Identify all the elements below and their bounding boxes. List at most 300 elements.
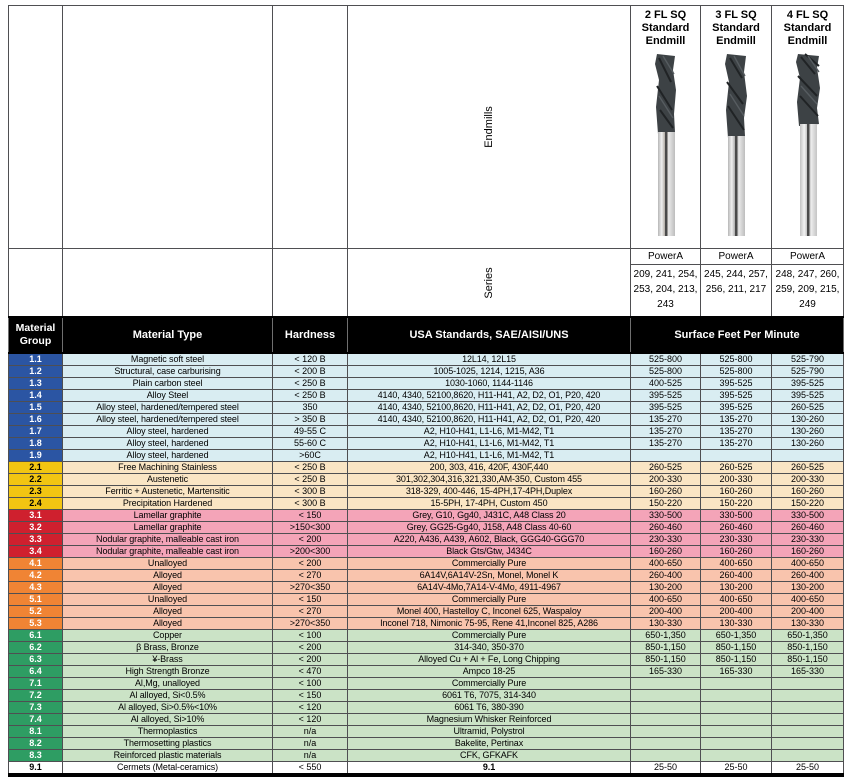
sfm-2fl-cell: 165-330 bbox=[631, 666, 701, 678]
brand-3fl: PowerA bbox=[701, 249, 771, 265]
material-group-cell: 4.3 bbox=[9, 582, 63, 594]
material-group-cell: 8.1 bbox=[9, 726, 63, 738]
sfm-2fl-cell: 135-270 bbox=[631, 414, 701, 426]
sfm-2fl-cell: 525-800 bbox=[631, 353, 701, 366]
material-type-cell: Plain carbon steel bbox=[63, 378, 273, 390]
table-row bbox=[9, 546, 844, 558]
sfm-4fl-cell: 160-260 bbox=[772, 546, 844, 558]
material-group-cell: 1.8 bbox=[9, 438, 63, 450]
material-group-cell: 6.3 bbox=[9, 654, 63, 666]
series-numbers-4fl: 248, 247, 260, 259, 209, 215, 249 bbox=[775, 269, 840, 310]
material-group-cell: 3.4 bbox=[9, 546, 63, 558]
material-group-cell: 4.2 bbox=[9, 570, 63, 582]
table-row bbox=[9, 486, 844, 498]
sfm-2fl-cell: 400-650 bbox=[631, 594, 701, 606]
material-type-cell: Cermets (Metal-ceramics) bbox=[63, 762, 273, 776]
standards-cell: CFK, GFKAFK bbox=[348, 750, 631, 762]
hardness-cell: < 470 bbox=[273, 666, 348, 678]
standards-cell: 200, 303, 416, 420F, 430F,440 bbox=[348, 462, 631, 474]
sfm-3fl-cell bbox=[701, 750, 772, 762]
material-group-cell: 2.4 bbox=[9, 498, 63, 510]
sfm-3fl-cell: 525-800 bbox=[701, 353, 772, 366]
table-row bbox=[9, 522, 844, 534]
standards-cell: 1005-1025, 1214, 1215, A36 bbox=[348, 366, 631, 378]
sfm-3fl-cell: 200-330 bbox=[701, 474, 772, 486]
standards-cell: Inconel 718, Nimonic 75-95, Rene 41,Inconel 825, A286 bbox=[348, 618, 631, 630]
material-type-cell: Free Machining Stainless bbox=[63, 462, 273, 474]
material-type-cell: Alloy steel, hardened/tempered steel bbox=[63, 402, 273, 414]
sfm-2fl-cell: 135-270 bbox=[631, 438, 701, 450]
sfm-4fl-cell: 650-1,350 bbox=[772, 630, 844, 642]
standards-cell: 314-340, 350-370 bbox=[348, 642, 631, 654]
sfm-2fl-cell bbox=[631, 750, 701, 762]
table-row bbox=[9, 402, 844, 414]
endmill-header-row bbox=[9, 6, 844, 249]
hardness-cell: < 120 bbox=[273, 702, 348, 714]
sfm-3fl-cell: 260-400 bbox=[701, 570, 772, 582]
table-row bbox=[9, 353, 844, 366]
catalog-sheet bbox=[8, 5, 841, 777]
sfm-4fl-cell: 165-330 bbox=[772, 666, 844, 678]
material-group-cell: 1.3 bbox=[9, 378, 63, 390]
endmill-speeds-table bbox=[8, 5, 844, 777]
standards-cell: Bakelite, Pertinax bbox=[348, 738, 631, 750]
hardness-cell: < 200 bbox=[273, 654, 348, 666]
material-type-cell: Ferritic + Austenetic, Martensitic bbox=[63, 486, 273, 498]
standards-cell: Grey, GG25-Gg40, J158, A48 Class 40-60 bbox=[348, 522, 631, 534]
standards-cell: Black Gts/Gtw, J434C bbox=[348, 546, 631, 558]
empty-cell bbox=[63, 6, 273, 249]
sfm-2fl-cell bbox=[631, 690, 701, 702]
standards-cell: Commercially Pure bbox=[348, 594, 631, 606]
material-group-cell: 6.4 bbox=[9, 666, 63, 678]
hardness-cell: < 100 bbox=[273, 678, 348, 690]
material-group-cell: 4.1 bbox=[9, 558, 63, 570]
sfm-4fl-cell bbox=[772, 714, 844, 726]
hardness-cell: < 200 bbox=[273, 534, 348, 546]
sfm-2fl-cell: 330-500 bbox=[631, 510, 701, 522]
standards-cell: Commercially Pure bbox=[348, 558, 631, 570]
sfm-4fl-cell bbox=[772, 702, 844, 714]
standards-cell: Magnesium Whisker Reinforced bbox=[348, 714, 631, 726]
table-row bbox=[9, 666, 844, 678]
material-group-cell: 1.5 bbox=[9, 402, 63, 414]
standards-cell: Grey, G10, Gg40, J431C, A48 Class 20 bbox=[348, 510, 631, 522]
standards-cell: 4140, 4340, 52100,8620, H11-H41, A2, D2, O1, P20, 420 bbox=[348, 390, 631, 402]
standards-cell: A220, A436, A439, A602, Black, GGG40-GGG70 bbox=[348, 534, 631, 546]
table-row bbox=[9, 762, 844, 776]
sfm-3fl-cell: 400-650 bbox=[701, 558, 772, 570]
material-type-cell: Thermosetting plastics bbox=[63, 738, 273, 750]
hardness-cell: < 250 B bbox=[273, 378, 348, 390]
sfm-4fl-cell: 200-400 bbox=[772, 606, 844, 618]
sfm-4fl-cell: 525-790 bbox=[772, 353, 844, 366]
sfm-2fl-cell: 25-50 bbox=[631, 762, 701, 776]
sfm-3fl-cell: 850-1,150 bbox=[701, 654, 772, 666]
standards-cell: Alloyed Cu + Al + Fe, Long Chipping bbox=[348, 654, 631, 666]
table-row bbox=[9, 750, 844, 762]
series-numbers-3fl: 245, 244, 257, 256, 211, 217 bbox=[704, 269, 768, 295]
sfm-4fl-cell: 260-460 bbox=[772, 522, 844, 534]
material-type-cell: Alloy steel, hardened bbox=[63, 426, 273, 438]
standards-cell: 4140, 4340, 52100,8620, H11-H41, A2, D2, O1, P20, 420 bbox=[348, 414, 631, 426]
material-group-cell: 5.1 bbox=[9, 594, 63, 606]
material-group-cell: 7.4 bbox=[9, 714, 63, 726]
standards-cell: 6A14V,6A14V-2Sn, Monel, Monel K bbox=[348, 570, 631, 582]
empty-cell bbox=[9, 249, 63, 318]
material-group-cell: 5.2 bbox=[9, 606, 63, 618]
material-type-cell: Lamellar graphite bbox=[63, 510, 273, 522]
material-type-cell: Alloyed bbox=[63, 618, 273, 630]
table-row bbox=[9, 630, 844, 642]
table-row bbox=[9, 714, 844, 726]
material-type-cell: Alloy Steel bbox=[63, 390, 273, 402]
table-row bbox=[9, 378, 844, 390]
standards-cell: 301,302,304,316,321,330,AM-350, Custom 455 bbox=[348, 474, 631, 486]
sfm-3fl-cell bbox=[701, 678, 772, 690]
hardness-cell: < 300 B bbox=[273, 486, 348, 498]
sfm-2fl-cell: 135-270 bbox=[631, 426, 701, 438]
sfm-3fl-cell: 135-270 bbox=[701, 438, 772, 450]
series-numbers-2fl: 209, 241, 254, 253, 204, 213, 243 bbox=[633, 269, 698, 310]
sfm-3fl-cell: 135-270 bbox=[701, 426, 772, 438]
material-type-cell: Alloyed bbox=[63, 582, 273, 594]
sfm-4fl-cell: 160-260 bbox=[772, 486, 844, 498]
sfm-4fl-cell: 130-260 bbox=[772, 426, 844, 438]
material-group-cell: 1.2 bbox=[9, 366, 63, 378]
sfm-2fl-cell bbox=[631, 714, 701, 726]
series-3fl-cell bbox=[701, 249, 772, 318]
standards-cell: 1030-1060, 1144-1146 bbox=[348, 378, 631, 390]
material-group-cell: 1.6 bbox=[9, 414, 63, 426]
sfm-4fl-cell: 130-200 bbox=[772, 582, 844, 594]
sfm-header: Surface Feet Per Minute bbox=[631, 317, 844, 353]
endmill-4fl-title: 4 FL SQ Standard Endmill bbox=[783, 9, 832, 47]
endmill-3fl-title: 3 FL SQ Standard Endmill bbox=[712, 9, 760, 47]
table-row bbox=[9, 510, 844, 522]
sfm-2fl-cell bbox=[631, 738, 701, 750]
material-group-cell: 8.3 bbox=[9, 750, 63, 762]
series-label: Series bbox=[483, 266, 495, 299]
standards-cell: A2, H10-H41, L1-L6, M1-M42, T1 bbox=[348, 426, 631, 438]
sfm-2fl-cell: 200-400 bbox=[631, 606, 701, 618]
sfm-3fl-cell bbox=[701, 690, 772, 702]
material-type-cell: Alloyed bbox=[63, 570, 273, 582]
table-row bbox=[9, 582, 844, 594]
endmill-2fl-column bbox=[631, 6, 701, 249]
sfm-4fl-cell: 200-330 bbox=[772, 474, 844, 486]
material-type-cell: Magnetic soft steel bbox=[63, 353, 273, 366]
material-group-cell: 3.2 bbox=[9, 522, 63, 534]
hardness-cell: < 150 bbox=[273, 510, 348, 522]
sfm-4fl-cell: 395-525 bbox=[772, 390, 844, 402]
standards-cell: A2, H10-H41, L1-L6, M1-M42, T1 bbox=[348, 438, 631, 450]
table-row bbox=[9, 438, 844, 450]
material-type-cell: Unalloyed bbox=[63, 594, 273, 606]
sfm-3fl-cell: 525-800 bbox=[701, 366, 772, 378]
hardness-cell: >200<300 bbox=[273, 546, 348, 558]
endmill-4fl-column bbox=[772, 6, 844, 249]
table-row bbox=[9, 678, 844, 690]
table-row bbox=[9, 594, 844, 606]
sfm-2fl-cell: 395-525 bbox=[631, 402, 701, 414]
endmills-section-cell bbox=[348, 6, 631, 249]
series-section-cell bbox=[348, 249, 631, 318]
table-row bbox=[9, 618, 844, 630]
material-type-cell: Nodular graphite, malleable cast iron bbox=[63, 546, 273, 558]
table-row bbox=[9, 606, 844, 618]
material-type-cell: Unalloyed bbox=[63, 558, 273, 570]
material-type-header: Material Type bbox=[63, 317, 273, 353]
sfm-2fl-cell bbox=[631, 678, 701, 690]
hardness-cell: > 350 B bbox=[273, 414, 348, 426]
material-rows bbox=[9, 353, 844, 775]
hardness-cell: < 270 bbox=[273, 606, 348, 618]
sfm-4fl-cell bbox=[772, 738, 844, 750]
sfm-2fl-cell: 395-525 bbox=[631, 390, 701, 402]
endmill-2fl-image bbox=[631, 52, 700, 243]
table-row bbox=[9, 570, 844, 582]
endmill-3fl-image bbox=[701, 52, 771, 243]
hardness-cell: < 150 bbox=[273, 594, 348, 606]
hardness-cell: < 100 bbox=[273, 630, 348, 642]
sfm-2fl-cell: 650-1,350 bbox=[631, 630, 701, 642]
material-type-cell: Al,Mg, unalloyed bbox=[63, 678, 273, 690]
standards-cell: Monel 400, Hastelloy C, Inconel 625, Waspaloy bbox=[348, 606, 631, 618]
sfm-3fl-cell: 395-525 bbox=[701, 390, 772, 402]
hardness-cell: 350 bbox=[273, 402, 348, 414]
sfm-4fl-cell: 400-650 bbox=[772, 594, 844, 606]
hardness-cell: < 270 bbox=[273, 570, 348, 582]
sfm-2fl-cell: 150-220 bbox=[631, 498, 701, 510]
endmills-label: Endmills bbox=[483, 106, 495, 148]
sfm-3fl-cell: 230-330 bbox=[701, 534, 772, 546]
sfm-4fl-cell: 330-500 bbox=[772, 510, 844, 522]
sfm-2fl-cell: 400-525 bbox=[631, 378, 701, 390]
sfm-2fl-cell: 525-800 bbox=[631, 366, 701, 378]
table-row bbox=[9, 462, 844, 474]
table-row bbox=[9, 738, 844, 750]
sfm-3fl-cell: 395-525 bbox=[701, 402, 772, 414]
empty-cell bbox=[273, 249, 348, 318]
material-type-cell: β Brass, Bronze bbox=[63, 642, 273, 654]
table-row bbox=[9, 654, 844, 666]
standards-cell: Ampco 18-25 bbox=[348, 666, 631, 678]
sfm-2fl-cell: 400-650 bbox=[631, 558, 701, 570]
hardness-cell: >150<300 bbox=[273, 522, 348, 534]
sfm-2fl-cell bbox=[631, 726, 701, 738]
material-group-cell: 1.9 bbox=[9, 450, 63, 462]
sfm-3fl-cell: 130-330 bbox=[701, 618, 772, 630]
material-group-cell: 3.3 bbox=[9, 534, 63, 546]
standards-cell: Ultramid, Polystrol bbox=[348, 726, 631, 738]
material-group-cell: 7.3 bbox=[9, 702, 63, 714]
table-row bbox=[9, 498, 844, 510]
hardness-cell: < 300 B bbox=[273, 498, 348, 510]
sfm-3fl-cell: 25-50 bbox=[701, 762, 772, 776]
material-type-cell: Thermoplastics bbox=[63, 726, 273, 738]
material-type-cell: Precipitation Hardened bbox=[63, 498, 273, 510]
sfm-3fl-cell bbox=[701, 450, 772, 462]
table-row bbox=[9, 558, 844, 570]
endmill-2fl-title: 2 FL SQ Standard Endmill bbox=[641, 9, 690, 47]
sfm-2fl-cell: 160-260 bbox=[631, 546, 701, 558]
material-group-cell: 2.3 bbox=[9, 486, 63, 498]
material-type-cell: Al alloyed, Si<0.5% bbox=[63, 690, 273, 702]
sfm-4fl-cell: 230-330 bbox=[772, 534, 844, 546]
standards-cell: 9.1 bbox=[348, 762, 631, 776]
hardness-cell: >270<350 bbox=[273, 582, 348, 594]
hardness-cell: < 200 bbox=[273, 558, 348, 570]
hardness-cell: < 120 B bbox=[273, 353, 348, 366]
hardness-cell: n/a bbox=[273, 726, 348, 738]
material-type-cell: Alloyed bbox=[63, 606, 273, 618]
material-type-cell: ¥-Brass bbox=[63, 654, 273, 666]
sfm-3fl-cell: 260-460 bbox=[701, 522, 772, 534]
standards-cell: A2, H10-H41, L1-L6, M1-M42, T1 bbox=[348, 450, 631, 462]
sfm-4fl-cell bbox=[772, 450, 844, 462]
standards-cell: Commercially Pure bbox=[348, 678, 631, 690]
empty-cell bbox=[9, 6, 63, 249]
sfm-2fl-cell: 160-260 bbox=[631, 486, 701, 498]
sfm-4fl-cell: 260-525 bbox=[772, 402, 844, 414]
standards-cell: 6A14V-4Mo,7A14-V-4Mo, 4911-4967 bbox=[348, 582, 631, 594]
material-group-cell: 7.2 bbox=[9, 690, 63, 702]
material-group-cell: 6.1 bbox=[9, 630, 63, 642]
material-group-cell: 1.4 bbox=[9, 390, 63, 402]
sfm-4fl-cell: 25-50 bbox=[772, 762, 844, 776]
sfm-2fl-cell bbox=[631, 702, 701, 714]
material-group-header: Material Group bbox=[9, 317, 63, 353]
hardness-cell: < 150 bbox=[273, 690, 348, 702]
sfm-2fl-cell: 260-525 bbox=[631, 462, 701, 474]
hardness-header: Hardness bbox=[273, 317, 348, 353]
material-type-cell: Structural, case carburising bbox=[63, 366, 273, 378]
material-type-cell: Al alloyed, Si>0.5%<10% bbox=[63, 702, 273, 714]
sfm-3fl-cell bbox=[701, 702, 772, 714]
sfm-2fl-cell: 130-330 bbox=[631, 618, 701, 630]
standards-cell: 6061 T6, 380-390 bbox=[348, 702, 631, 714]
sfm-3fl-cell: 165-330 bbox=[701, 666, 772, 678]
sfm-2fl-cell: 230-330 bbox=[631, 534, 701, 546]
standards-cell: 4140, 4340, 52100,8620, H11-H41, A2, D2, O1, P20, 420 bbox=[348, 402, 631, 414]
material-group-cell: 9.1 bbox=[9, 762, 63, 776]
hardness-cell: n/a bbox=[273, 750, 348, 762]
hardness-cell: >270<350 bbox=[273, 618, 348, 630]
table-row bbox=[9, 450, 844, 462]
material-type-cell: Nodular graphite, malleable cast iron bbox=[63, 534, 273, 546]
series-2fl-cell bbox=[631, 249, 701, 318]
series-row bbox=[9, 249, 844, 318]
sfm-2fl-cell: 850-1,150 bbox=[631, 642, 701, 654]
sfm-4fl-cell: 130-260 bbox=[772, 414, 844, 426]
material-type-cell: High Strength Bronze bbox=[63, 666, 273, 678]
sfm-4fl-cell: 850-1,150 bbox=[772, 642, 844, 654]
sfm-3fl-cell: 200-400 bbox=[701, 606, 772, 618]
sfm-3fl-cell: 850-1,150 bbox=[701, 642, 772, 654]
sfm-2fl-cell: 130-200 bbox=[631, 582, 701, 594]
sfm-3fl-cell: 150-220 bbox=[701, 498, 772, 510]
sfm-2fl-cell bbox=[631, 450, 701, 462]
hardness-cell: n/a bbox=[273, 738, 348, 750]
hardness-cell: 55-60 C bbox=[273, 438, 348, 450]
table-row bbox=[9, 702, 844, 714]
standards-cell: 12L14, 12L15 bbox=[348, 353, 631, 366]
hardness-cell: < 250 B bbox=[273, 390, 348, 402]
material-group-cell: 2.1 bbox=[9, 462, 63, 474]
hardness-cell: < 550 bbox=[273, 762, 348, 776]
sfm-2fl-cell: 260-400 bbox=[631, 570, 701, 582]
table-row bbox=[9, 426, 844, 438]
sfm-3fl-cell: 160-260 bbox=[701, 486, 772, 498]
sfm-2fl-cell: 260-460 bbox=[631, 522, 701, 534]
hardness-cell: >60C bbox=[273, 450, 348, 462]
sfm-3fl-cell: 160-260 bbox=[701, 546, 772, 558]
table-row bbox=[9, 474, 844, 486]
material-group-cell: 1.7 bbox=[9, 426, 63, 438]
material-group-cell: 5.3 bbox=[9, 618, 63, 630]
standards-cell: Commercially Pure bbox=[348, 630, 631, 642]
material-type-cell: Lamellar graphite bbox=[63, 522, 273, 534]
material-group-cell: 3.1 bbox=[9, 510, 63, 522]
material-group-cell: 2.2 bbox=[9, 474, 63, 486]
material-type-cell: Alloy steel, hardened bbox=[63, 438, 273, 450]
sfm-3fl-cell: 395-525 bbox=[701, 378, 772, 390]
table-row bbox=[9, 414, 844, 426]
sfm-4fl-cell bbox=[772, 726, 844, 738]
material-type-cell: Copper bbox=[63, 630, 273, 642]
material-type-cell: Al alloyed, Si>10% bbox=[63, 714, 273, 726]
material-type-cell: Austenetic bbox=[63, 474, 273, 486]
hardness-cell: 49-55 C bbox=[273, 426, 348, 438]
sfm-3fl-cell: 135-270 bbox=[701, 414, 772, 426]
sfm-4fl-cell: 150-220 bbox=[772, 498, 844, 510]
sfm-4fl-cell: 130-330 bbox=[772, 618, 844, 630]
material-group-cell: 1.1 bbox=[9, 353, 63, 366]
series-4fl-cell bbox=[772, 249, 844, 318]
standards-header: USA Standards, SAE/AISI/UNS bbox=[348, 317, 631, 353]
hardness-cell: < 200 B bbox=[273, 366, 348, 378]
material-type-cell: Reinforced plastic materials bbox=[63, 750, 273, 762]
table-row bbox=[9, 690, 844, 702]
sfm-4fl-cell: 395-525 bbox=[772, 378, 844, 390]
table-row bbox=[9, 642, 844, 654]
sfm-4fl-cell: 130-260 bbox=[772, 438, 844, 450]
sfm-4fl-cell: 260-400 bbox=[772, 570, 844, 582]
sfm-3fl-cell bbox=[701, 726, 772, 738]
material-type-cell: Alloy steel, hardened/tempered steel bbox=[63, 414, 273, 426]
sfm-4fl-cell: 525-790 bbox=[772, 366, 844, 378]
sfm-2fl-cell: 850-1,150 bbox=[631, 654, 701, 666]
hardness-cell: < 250 B bbox=[273, 462, 348, 474]
material-group-cell: 6.2 bbox=[9, 642, 63, 654]
sfm-3fl-cell: 130-200 bbox=[701, 582, 772, 594]
sfm-2fl-cell: 200-330 bbox=[631, 474, 701, 486]
sfm-4fl-cell bbox=[772, 690, 844, 702]
brand-4fl: PowerA bbox=[772, 249, 843, 265]
table-row bbox=[9, 366, 844, 378]
table-row bbox=[9, 390, 844, 402]
table-row bbox=[9, 534, 844, 546]
brand-2fl: PowerA bbox=[631, 249, 700, 265]
endmill-3fl-column bbox=[701, 6, 772, 249]
endmill-4fl-image bbox=[772, 52, 843, 243]
sfm-3fl-cell bbox=[701, 714, 772, 726]
sfm-4fl-cell: 400-650 bbox=[772, 558, 844, 570]
material-group-cell: 7.1 bbox=[9, 678, 63, 690]
sfm-3fl-cell: 400-650 bbox=[701, 594, 772, 606]
hardness-cell: < 200 bbox=[273, 642, 348, 654]
